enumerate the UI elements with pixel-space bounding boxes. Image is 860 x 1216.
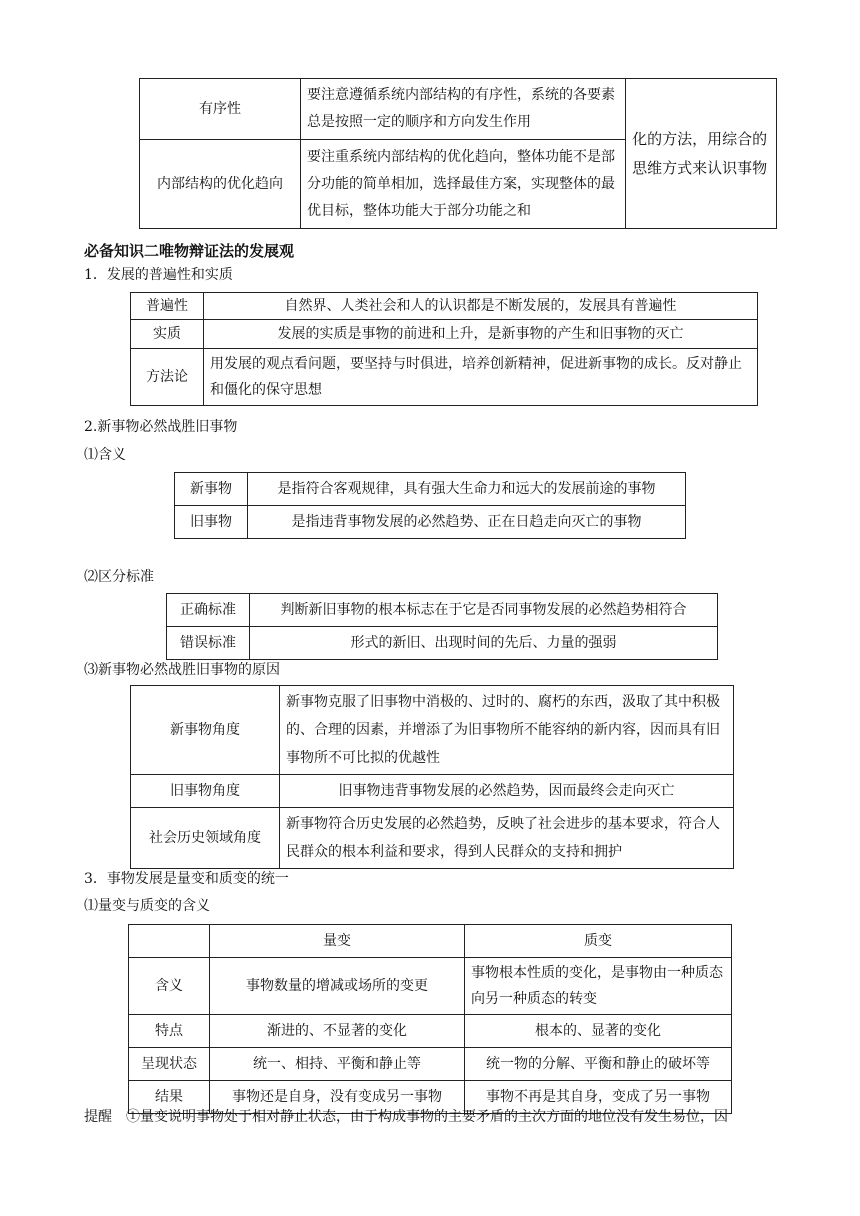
row-label: 社会历史领域角度 bbox=[131, 808, 280, 869]
row-desc: 是指违背事物发展的必然趋势、正在日趋走向灭亡的事物 bbox=[248, 506, 686, 539]
row-desc: 是指符合客观规律，具有强大生命力和远大的发展前途的事物 bbox=[248, 473, 686, 506]
subsection-item: ⑵区分标准 bbox=[84, 569, 154, 585]
row-desc: 新事物克服了旧事物中消极的、过时的、腐朽的东西，汲取了其中积极的、合理的因素，并增添了为旧事物所不能容纳的新内容，因而具有旧事物所不可比拟的优越性 bbox=[280, 686, 734, 775]
row-label: 结果 bbox=[129, 1081, 210, 1114]
row-label: 旧事物 bbox=[175, 506, 248, 539]
row-label: 正确标准 bbox=[167, 594, 250, 627]
header-cell: 量变 bbox=[210, 925, 465, 958]
row-desc: 形式的新旧、出现时间的先后、力量的强弱 bbox=[250, 627, 718, 660]
right-note: 化的方法，用综合的思维方式来认识事物 bbox=[626, 79, 777, 229]
subsection-title: 1．发展的普遍性和实质 bbox=[84, 267, 233, 283]
row-desc: 旧事物违背事物发展的必然趋势，因而最终会走向灭亡 bbox=[280, 775, 734, 808]
row-label: 普遍性 bbox=[131, 293, 204, 320]
row-label: 实质 bbox=[131, 320, 204, 349]
development-table bbox=[130, 292, 758, 406]
cell-qualitative: 根本的、显著的变化 bbox=[465, 1015, 732, 1048]
row-label: 含义 bbox=[129, 958, 210, 1015]
new-old-table bbox=[174, 472, 686, 539]
row-label: 新事物 bbox=[175, 473, 248, 506]
row-desc: 判断新旧事物的根本标志在于它是否同事物发展的必然趋势相符合 bbox=[250, 594, 718, 627]
row-label: 有序性 bbox=[140, 79, 301, 140]
cell-qualitative: 事物根本性质的变化，是事物由一种质态向另一种质态的转变 bbox=[465, 958, 732, 1015]
cell-qualitative: 统一物的分解、平衡和静止的破坏等 bbox=[465, 1048, 732, 1081]
subsection-item: ⑶新事物必然战胜旧事物的原因 bbox=[84, 662, 280, 678]
row-desc: 要注意遵循系统内部结构的有序性，系统的各要素总是按照一定的顺序和方向发生作用 bbox=[301, 79, 626, 140]
quantity-quality-table bbox=[128, 924, 732, 1114]
cell-qualitative: 事物不再是其自身，变成了另一事物 bbox=[465, 1081, 732, 1114]
row-label: 呈现状态 bbox=[129, 1048, 210, 1081]
cell-quantitative: 统一、相持、平衡和静止等 bbox=[210, 1048, 465, 1081]
row-label: 特点 bbox=[129, 1015, 210, 1048]
system-table bbox=[139, 78, 777, 229]
subsection-title: 2.新事物必然战胜旧事物 bbox=[84, 419, 238, 435]
row-label: 新事物角度 bbox=[131, 686, 280, 775]
row-desc: 新事物符合历史发展的必然趋势，反映了社会进步的基本要求，符合人民群众的根本利益和要求，得到人民群众的支持和拥护 bbox=[280, 808, 734, 869]
reminder-text: 提醒 ①量变说明事物处于相对静止状态，由于构成事物的主要矛盾的主次方面的地位没有发生易位，因 bbox=[84, 1109, 728, 1125]
cell-quantitative: 事物还是自身，没有变成另一事物 bbox=[210, 1081, 465, 1114]
header-cell bbox=[129, 925, 210, 958]
row-desc: 用发展的观点看问题，要坚持与时俱进，培养创新精神，促进新事物的成长。反对静止和僵化的保守思想 bbox=[204, 349, 758, 406]
row-label: 内部结构的优化趋向 bbox=[140, 140, 301, 229]
reasons-table bbox=[130, 685, 734, 869]
subsection-item: ⑴含义 bbox=[84, 447, 126, 463]
criteria-table bbox=[166, 593, 718, 660]
cell-quantitative: 渐进的、不显著的变化 bbox=[210, 1015, 465, 1048]
header-cell: 质变 bbox=[465, 925, 732, 958]
row-desc: 自然界、人类社会和人的认识都是不断发展的，发展具有普遍性 bbox=[204, 293, 758, 320]
cell-quantitative: 事物数量的增减或场所的变更 bbox=[210, 958, 465, 1015]
row-desc: 发展的实质是事物的前进和上升，是新事物的产生和旧事物的灭亡 bbox=[204, 320, 758, 349]
row-label: 旧事物角度 bbox=[131, 775, 280, 808]
subsection-item: ⑴量变与质变的含义 bbox=[84, 898, 210, 914]
row-desc: 要注重系统内部结构的优化趋向，整体功能不是部分功能的简单相加，选择最佳方案，实现整体的最优目标，整体功能大于部分功能之和 bbox=[301, 140, 626, 229]
row-label: 错误标准 bbox=[167, 627, 250, 660]
section-heading: 必备知识二唯物辩证法的发展观 bbox=[84, 242, 295, 260]
subsection-title: 3．事物发展是量变和质变的统一 bbox=[84, 871, 289, 887]
row-label: 方法论 bbox=[131, 349, 204, 406]
